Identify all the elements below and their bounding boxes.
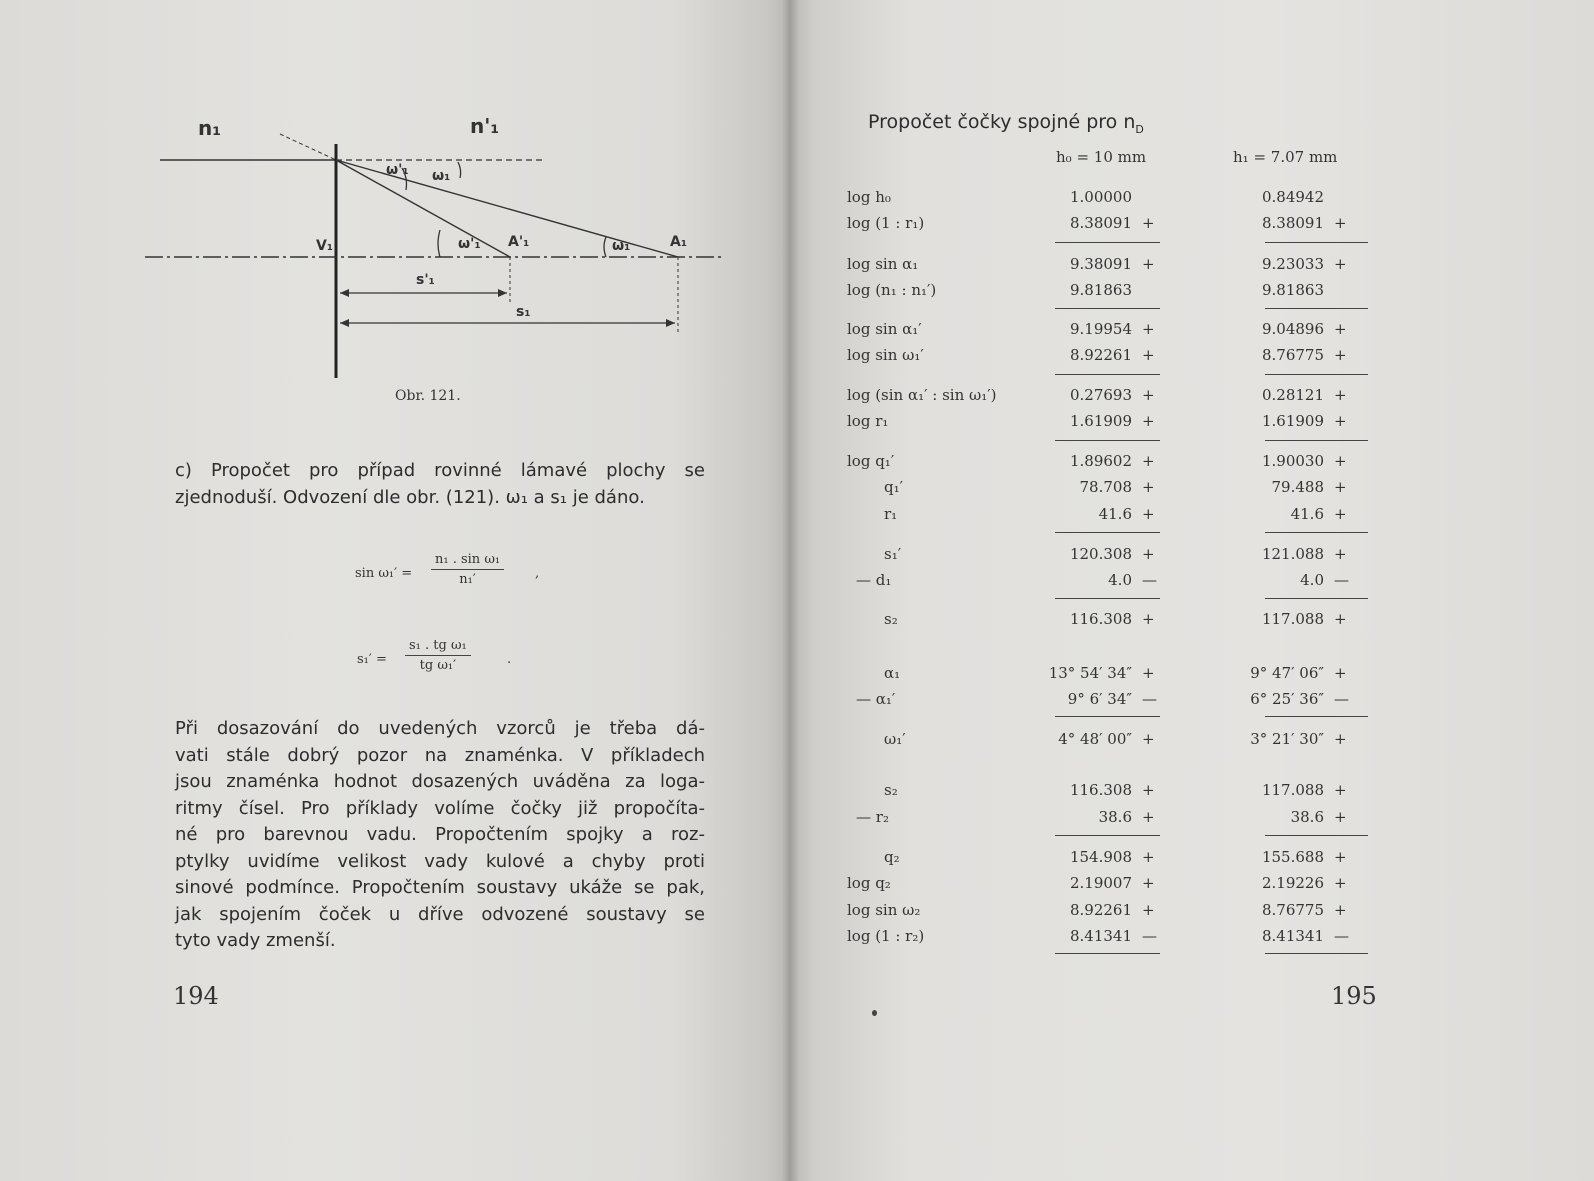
column-header-h1: h₁ = 7.07 mm <box>1233 148 1338 166</box>
sum-rule-h1 <box>1265 242 1368 243</box>
value-h0: 78.708 <box>1079 478 1132 496</box>
paragraph-line: vati stále dobrý pozor na znaménka. V příkladech <box>175 744 705 766</box>
sign-h1: + <box>1334 808 1347 826</box>
formula-denominator: n₁′ <box>459 572 476 587</box>
sign-h1: + <box>1334 901 1347 919</box>
sum-rule-h0 <box>1055 374 1160 375</box>
sign-h0: + <box>1142 730 1155 748</box>
value-h0: 9.81863 <box>1069 281 1132 299</box>
sign-h0: + <box>1142 320 1155 338</box>
value-h0: 41.6 <box>1098 505 1132 523</box>
value-h1: 117.088 <box>1261 781 1324 799</box>
sign-h0: + <box>1142 412 1155 430</box>
value-h1: 6° 25′ 36″ <box>1250 690 1324 708</box>
paragraph-line: Při dosazování do uvedených vzorců je třeba dá- <box>175 718 705 739</box>
value-h0: 4° 48′ 00″ <box>1058 730 1132 748</box>
sign-h0: + <box>1142 346 1155 364</box>
sign-h0: + <box>1142 452 1155 470</box>
formula-sin-omega <box>355 552 555 602</box>
value-h1: 1.90030 <box>1261 452 1324 470</box>
row-label: log sin α₁′ <box>847 320 922 338</box>
sum-rule-h0 <box>1055 242 1160 243</box>
sign-h1: + <box>1334 730 1347 748</box>
sum-rule-h1 <box>1265 598 1368 599</box>
value-h0: 120.308 <box>1069 545 1132 563</box>
row-label: s₂ <box>884 610 898 628</box>
sign-h0: — <box>1142 927 1157 945</box>
sign-h0: + <box>1142 386 1155 404</box>
value-h0: 154.908 <box>1069 848 1132 866</box>
row-label: — r₂ <box>856 808 889 826</box>
paragraph-line: ritmy čísel. Pro příklady volíme čočky již propočíta- <box>175 797 705 819</box>
row-label: — d₁ <box>856 571 892 589</box>
sign-h1: + <box>1334 320 1347 338</box>
formula-numerator: n₁ . sin ω₁ <box>431 552 504 570</box>
sign-h1: + <box>1334 478 1347 496</box>
paragraph-line: c) Propočet pro případ rovinné lámavé plochy se <box>175 460 705 481</box>
formula-trail: , <box>535 566 540 581</box>
sign-h1: + <box>1334 874 1347 892</box>
value-h0: 116.308 <box>1069 610 1132 628</box>
figure-121 <box>140 110 740 410</box>
sign-h1: + <box>1334 664 1347 682</box>
book-gutter <box>782 0 798 1181</box>
row-label: log (sin α₁′ : sin ω₁′) <box>847 386 997 404</box>
sum-rule-h0 <box>1055 716 1160 717</box>
value-h1: 38.6 <box>1290 808 1324 826</box>
label-a1-prime: A'₁ <box>508 234 530 250</box>
value-h0: 8.92261 <box>1069 346 1132 364</box>
table-title-text: Propočet čočky spojné pro n <box>868 111 1136 133</box>
sign-h1: + <box>1334 452 1347 470</box>
value-h1: 121.088 <box>1261 545 1324 563</box>
value-h1: 3° 21′ 30″ <box>1250 730 1324 748</box>
sign-h1: + <box>1334 505 1347 523</box>
sign-h0: + <box>1142 214 1155 232</box>
sign-h0: — <box>1142 571 1157 589</box>
paragraph-line: zjednoduší. Odvození dle obr. (121). ω₁ a s₁ je dáno. <box>175 486 645 508</box>
row-label: α₁ <box>884 664 901 682</box>
row-label: log sin ω₂ <box>847 901 921 919</box>
sign-h1: + <box>1334 545 1347 563</box>
sign-h0: + <box>1142 610 1155 628</box>
sum-rule-h0 <box>1055 440 1160 441</box>
sign-h0: + <box>1142 505 1155 523</box>
formula-trail: . <box>507 652 512 667</box>
sum-rule-h1 <box>1265 374 1368 375</box>
paragraph-line: ptylky uvidíme velikost vady kulové a chyby proti <box>175 850 705 872</box>
label-omega1-prime-mid: ω'₁ <box>458 236 481 252</box>
row-label: log q₁′ <box>847 452 895 470</box>
value-h1: 9.81863 <box>1261 281 1324 299</box>
value-h1: 9° 47′ 06″ <box>1250 664 1324 682</box>
value-h1: 4.0 <box>1300 571 1324 589</box>
value-h0: 8.92261 <box>1069 901 1132 919</box>
sign-h0: + <box>1142 848 1155 866</box>
formula-fraction <box>431 552 504 587</box>
sum-rule-h0 <box>1055 598 1160 599</box>
paragraph-line: tyto vady zmenší. <box>175 930 336 951</box>
value-h0: 0.27693 <box>1069 386 1132 404</box>
sign-h0: + <box>1142 255 1155 273</box>
value-h1: 0.84942 <box>1261 188 1324 206</box>
table-title-subscript: D <box>1135 122 1144 136</box>
row-label: s₁′ <box>884 545 902 563</box>
value-h1: 8.38091 <box>1261 214 1324 232</box>
sum-rule-h1 <box>1265 953 1368 954</box>
column-header-h0: h₀ = 10 mm <box>1056 148 1147 166</box>
value-h0: 8.38091 <box>1069 214 1132 232</box>
value-h0: 38.6 <box>1098 808 1132 826</box>
sign-h1: + <box>1334 386 1347 404</box>
label-omega1-prime-top: ω'₁ <box>386 162 409 178</box>
sum-rule-h1 <box>1265 440 1368 441</box>
sign-h1: + <box>1334 346 1347 364</box>
sign-h1: + <box>1334 214 1347 232</box>
value-h1: 2.19226 <box>1261 874 1324 892</box>
paragraph-line: jak spojením čoček u dříve odvozené soustavy se <box>175 903 705 925</box>
value-h0: 9° 6′ 34″ <box>1067 690 1132 708</box>
sign-h1: + <box>1334 610 1347 628</box>
paragraph-signs <box>175 716 705 955</box>
formula-lhs: s₁′ = <box>357 652 387 667</box>
sum-rule-h1 <box>1265 835 1368 836</box>
row-label: log sin α₁ <box>847 255 919 273</box>
value-h1: 0.28121 <box>1261 386 1324 404</box>
value-h0: 1.89602 <box>1069 452 1132 470</box>
formula-numerator: s₁ . tg ω₁ <box>405 638 471 656</box>
sign-h1: + <box>1334 848 1347 866</box>
sign-h1: — <box>1334 571 1349 589</box>
sign-h0: + <box>1142 781 1155 799</box>
paragraph-line: né pro barevnou vadu. Propočtením spojky a roz- <box>175 824 705 845</box>
value-h0: 1.61909 <box>1069 412 1132 430</box>
paragraph-intro <box>175 458 705 511</box>
right-page <box>790 0 1594 1181</box>
print-speck <box>872 1010 877 1016</box>
value-h0: 2.19007 <box>1069 874 1132 892</box>
label-s1: s₁ <box>516 304 531 320</box>
value-h0: 116.308 <box>1069 781 1132 799</box>
sign-h0: + <box>1142 664 1155 682</box>
value-h1: 9.23033 <box>1261 255 1324 273</box>
formula-lhs: sin ω₁′ = <box>355 566 413 581</box>
sign-h0: + <box>1142 901 1155 919</box>
row-label: — α₁′ <box>856 690 896 708</box>
sum-rule-h0 <box>1055 835 1160 836</box>
value-h1: 9.04896 <box>1261 320 1324 338</box>
label-a1: A₁ <box>670 234 687 250</box>
label-n1: n₁ <box>198 116 221 140</box>
row-label: ω₁′ <box>884 730 906 748</box>
sum-rule-h0 <box>1055 532 1160 533</box>
row-label: s₂ <box>884 781 898 799</box>
sign-h1: + <box>1334 412 1347 430</box>
value-h1: 41.6 <box>1290 505 1324 523</box>
label-v1: V₁ <box>316 238 333 254</box>
page-number-right: 195 <box>1331 982 1377 1010</box>
value-h0: 9.19954 <box>1069 320 1132 338</box>
value-h1: 8.41341 <box>1261 927 1324 945</box>
sum-rule-h0 <box>1055 953 1160 954</box>
sign-h0: — <box>1142 690 1157 708</box>
formula-fraction <box>405 638 471 673</box>
row-label: log sin ω₁′ <box>847 346 924 364</box>
sign-h1: + <box>1334 781 1347 799</box>
sign-h1: — <box>1334 690 1349 708</box>
value-h1: 1.61909 <box>1261 412 1324 430</box>
row-label: log (1 : r₁) <box>847 214 925 232</box>
value-h0: 8.41341 <box>1069 927 1132 945</box>
value-h1: 8.76775 <box>1261 901 1324 919</box>
row-label: log q₂ <box>847 874 891 892</box>
value-h0: 4.0 <box>1108 571 1132 589</box>
label-omega1-mid: ω₁ <box>612 238 631 254</box>
row-label: r₁ <box>884 505 898 523</box>
sign-h0: + <box>1142 478 1155 496</box>
figure-caption: Obr. 121. <box>395 388 461 404</box>
sign-h0: + <box>1142 874 1155 892</box>
row-label: q₁′ <box>884 478 904 496</box>
sign-h1: + <box>1334 255 1347 273</box>
value-h1: 117.088 <box>1261 610 1324 628</box>
value-h0: 9.38091 <box>1069 255 1132 273</box>
value-h1: 79.488 <box>1271 478 1324 496</box>
value-h0: 1.00000 <box>1069 188 1132 206</box>
row-label: log r₁ <box>847 412 889 430</box>
row-label: log (n₁ : n₁′) <box>847 281 937 299</box>
sum-rule-h1 <box>1265 532 1368 533</box>
value-h0: 13° 54′ 34″ <box>1048 664 1132 682</box>
formula-denominator: tg ω₁′ <box>419 658 457 673</box>
sign-h0: + <box>1142 545 1155 563</box>
page-number-left: 194 <box>173 982 219 1010</box>
value-h1: 8.76775 <box>1261 346 1324 364</box>
sum-rule-h1 <box>1265 308 1368 309</box>
refraction-diagram <box>140 110 740 410</box>
sign-h0: + <box>1142 808 1155 826</box>
value-h1: 155.688 <box>1261 848 1324 866</box>
row-label: log h₀ <box>847 188 891 206</box>
sign-h1: — <box>1334 927 1349 945</box>
label-s1-prime: s'₁ <box>416 272 435 288</box>
sum-rule-h1 <box>1265 716 1368 717</box>
formula-s1-prime <box>357 638 557 688</box>
row-label: log (1 : r₂) <box>847 927 925 945</box>
label-omega1-top: ω₁ <box>432 168 451 184</box>
row-label: q₂ <box>884 848 900 866</box>
paragraph-line: jsou znaménka hodnot dosazených uváděna za loga- <box>175 771 705 792</box>
paragraph-line: sinové podmínce. Propočtením soustavy ukáže se pak, <box>175 877 705 898</box>
table-title <box>868 111 1144 136</box>
sum-rule-h0 <box>1055 308 1160 309</box>
label-n1-prime: n'₁ <box>470 114 500 138</box>
